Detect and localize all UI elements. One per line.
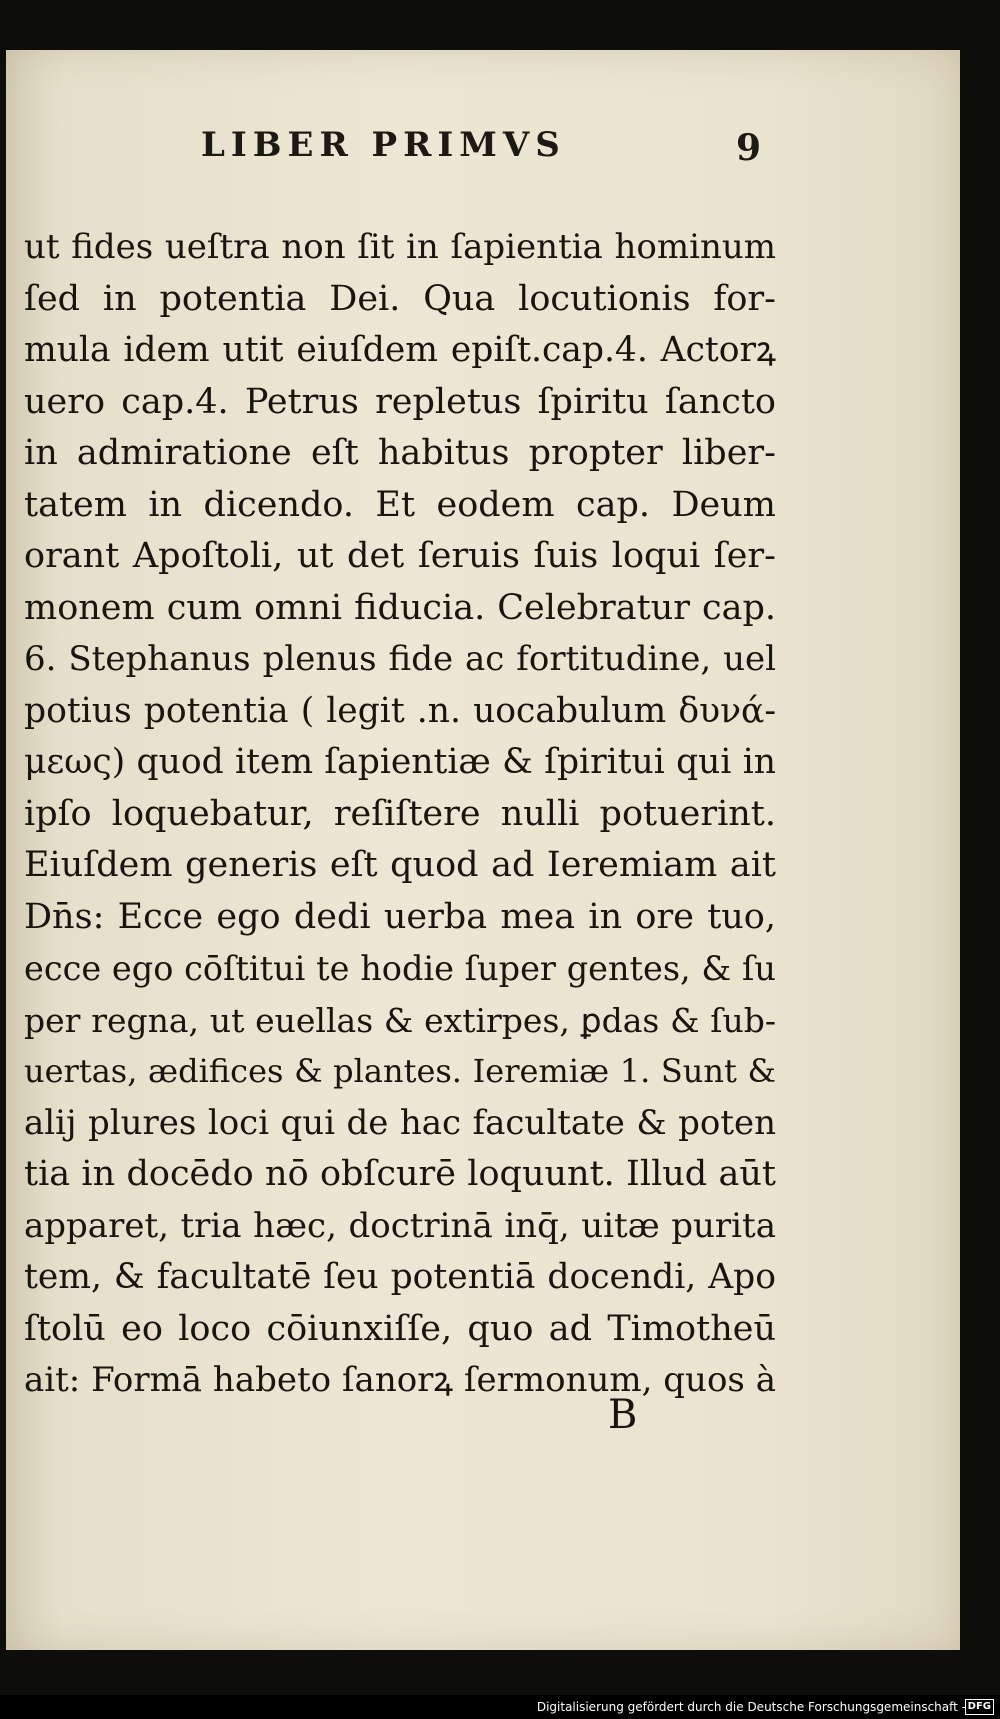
text-line: 6. Stephanus plenus fide ac fortitudine, uel — [24, 639, 776, 679]
text-line: tia in docēdo nō obſcurē loquunt. Illud aūt — [24, 1154, 776, 1194]
text-line: ecce ego cōſtitui te hodie ſuper gentes, & ſu — [24, 949, 776, 988]
text-line: ut fides ueſtra non ſit in ſapientia hominum — [24, 227, 776, 267]
funding-credit: Digitalisierung gefördert durch die Deutsche Forschungsgemeinschaft - — [536, 1700, 966, 1714]
text-line: apparet, tria hæc, doctrinā inq̄, uitæ purita — [24, 1205, 776, 1246]
text-line: uertas, ædifices & plantes. Ieremiæ 1. Sunt & — [24, 1052, 776, 1090]
text-line: tatem in dicendo. Et eodem cap. Deum — [24, 484, 776, 525]
signature-mark: B — [608, 1392, 638, 1438]
text-line: in admiratione eſt habitus propter liber- — [24, 433, 776, 473]
book-page — [6, 50, 960, 1650]
text-line: ait: Formā habeto ſanorꝝ ſermonum, quos à — [24, 1360, 776, 1400]
text-line: tem, & facultatē ſeu potentiā docendi, Apo — [24, 1257, 776, 1297]
dfg-logo: DFG — [965, 1699, 994, 1715]
text-line: per regna, ut euellas & extirpes, ꝑdas & ſub- — [24, 1000, 776, 1040]
text-line: Dn̄s: Ecce ego dedi uerba mea in ore tuo, — [24, 896, 776, 937]
text-line: mula idem utit eiuſdem epiſt.cap.4. Actorꝝ — [24, 330, 776, 370]
text-line: ſed in potentia Dei. Qua locutionis for- — [24, 278, 776, 319]
text-line: potius potentia ( legit .n. uocabulum δυνά- — [24, 690, 776, 731]
text-line: μεως) quod item ſapientiæ & ſpiritui qui in — [24, 742, 776, 782]
text-line: orant Apoſtoli, ut det ſeruis ſuis loqui ſer- — [24, 536, 776, 576]
text-line: Eiuſdem generis eſt quod ad Ieremiam ait — [24, 845, 776, 885]
text-line: ipſo loquebatur, reſiſtere nulli potuerint. — [24, 793, 776, 834]
page-header — [201, 125, 761, 185]
text-line: ſtolū eo loco cōiunxiſſe, quo ad Timotheū — [24, 1308, 776, 1349]
page-number: 9 — [735, 127, 761, 169]
footer-bar — [0, 1695, 1000, 1719]
text-line: alij plures loci qui de hac facultate & poten — [24, 1102, 776, 1143]
body-text — [24, 222, 776, 1407]
text-line: uero cap.4. Petrus repletus ſpiritu ſancto — [24, 381, 776, 422]
running-head: LIBER PRIMVS — [201, 125, 566, 165]
text-line: monem cum omni fiducia. Celebratur cap. — [24, 587, 776, 628]
